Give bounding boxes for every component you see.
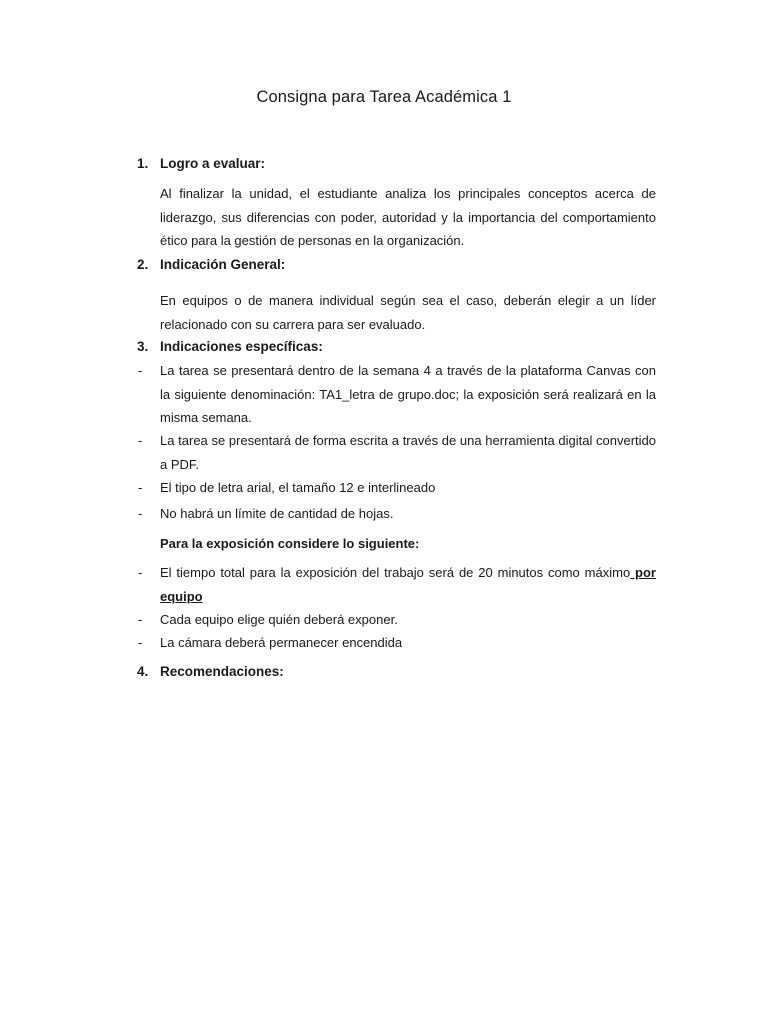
page-title: Consigna para Tarea Académica 1 (256, 88, 512, 106)
bullet-marker: - (138, 363, 143, 378)
list-item: La tarea se presentará de forma escrita a través de una herramienta digital convertido a PDF. (160, 433, 656, 472)
section-paragraph-indicacion-general: En equipos o de manera individual según sea el caso, deberán elegir a un líder relacionado con su carrera para ser evaluado. (160, 293, 656, 332)
bullet-marker: - (138, 480, 143, 495)
section-number: 4. (137, 664, 149, 679)
section-paragraph-logro: Al finalizar la unidad, el estudiante analiza los principales conceptos acerca de liderazgo, sus diferencias con poder, autoridad y la importancia del comportamiento ético para la gestión de personas en la organización. (160, 186, 656, 248)
section-title: Indicación General: (160, 257, 286, 272)
bullet-marker: - (138, 635, 143, 650)
list-item: No habrá un límite de cantidad de hojas. (160, 506, 394, 521)
emphasis-text: por equipo (160, 565, 656, 604)
bullet-marker: - (138, 612, 143, 627)
section-heading-recomendaciones (137, 664, 284, 679)
bullet-marker: - (138, 433, 143, 448)
bullet-marker: - (138, 506, 143, 521)
list-item-text: El tiempo total para la exposición del trabajo será de 20 minutos como máximo (160, 565, 631, 580)
list-item: Cada equipo elige quién deberá exponer. (160, 612, 398, 627)
list-item (160, 561, 656, 608)
section-number: 2. (137, 257, 149, 272)
bullet-marker: - (138, 565, 143, 580)
exposition-subheading: Para la exposición considere lo siguiente: (160, 536, 420, 551)
section-number: 1. (137, 156, 149, 171)
section-heading-indicacion-general (137, 257, 285, 272)
list-item: El tipo de letra arial, el tamaño 12 e interlineado (160, 480, 436, 495)
section-heading-indicaciones-especificas (137, 339, 323, 354)
section-title: Logro a evaluar: (160, 156, 266, 171)
list-item: La tarea se presentará dentro de la semana 4 a través de la plataforma Canvas con la siguiente denominación: TA1_letra de grupo.doc; la exposición será realizará en la misma semana. (160, 363, 656, 425)
section-title: Indicaciones específicas: (160, 339, 323, 354)
section-heading-logro (137, 156, 265, 171)
section-number: 3. (137, 339, 149, 354)
list-item: La cámara deberá permanecer encendida (160, 635, 403, 650)
section-title: Recomendaciones: (160, 664, 284, 679)
